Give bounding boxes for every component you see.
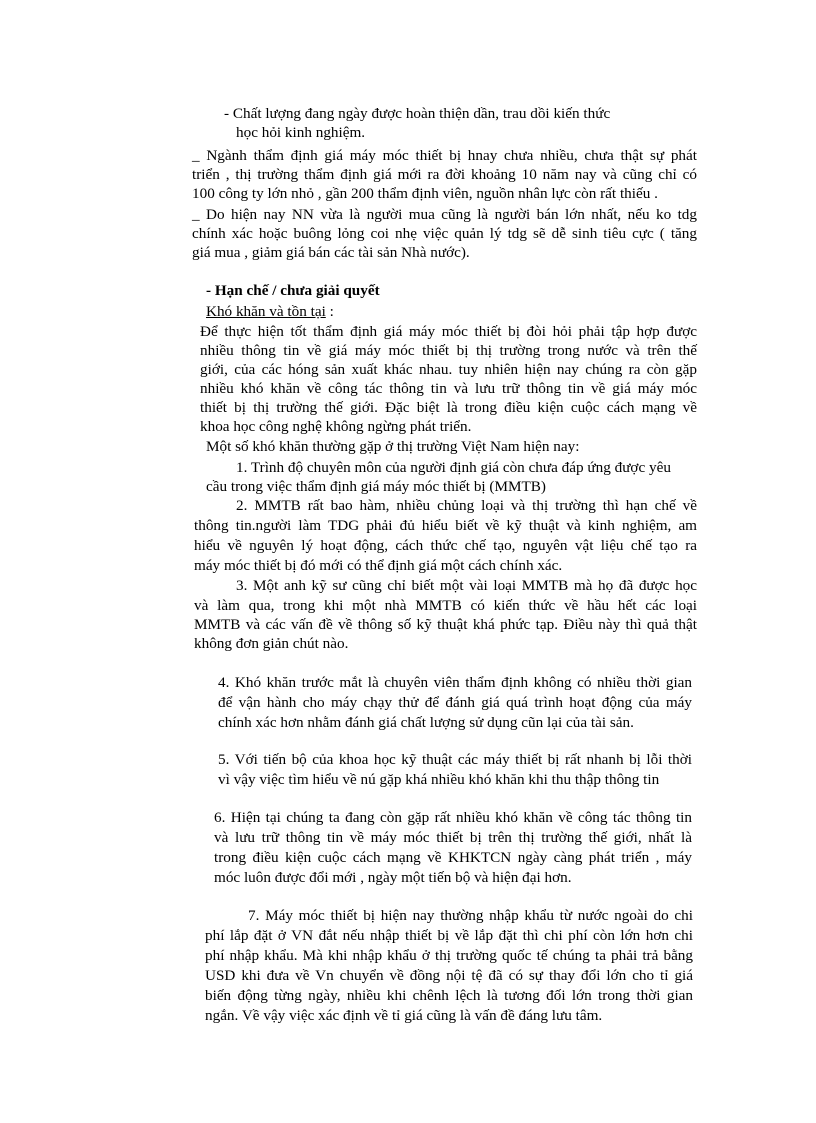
text-line: thiết bị thị trường thế giới. Đặc biệt là trong điều kiện cuộc cách mạng về — [200, 399, 697, 416]
list-item-2: 2. MMTB rất bao hàm, nhiều chủng loại và thị trường thì hạn chế về — [236, 497, 697, 514]
text-line: máy móc thiết bị đó mới có thể định giá một cách chính xác. — [194, 557, 563, 574]
text-line: thông tin.người làm TDG phải đủ hiểu biết về kỹ thuật và kinh nghiệm, am — [194, 517, 697, 534]
text-line: chính xác hoặc buông lỏng coi nhẹ việc quản lý tdg sẽ dễ sinh tiêu cực ( tăng — [192, 225, 697, 242]
text-line: phí nhập khẩu. Mà khi nhập khẩu ở thị trường quốc tế chúng ta phải trả bằng — [205, 947, 693, 964]
text-line: MMTB và các vấn đề về thông số kỹ thuật khá phức tạp. Điều này thì quả thật — [194, 616, 697, 633]
text-line: giá mua , giảm giá bán các tài sản Nhà nước). — [192, 244, 470, 261]
text-line: Để thực hiện tốt thẩm định giá máy móc thiết bị đòi hỏi phải tập hợp được — [200, 323, 697, 340]
text-line: móc luôn được đổi mới , ngày một tiến bộ và hiện đại hơn. — [214, 869, 572, 886]
text-line: USD khi đưa về Vn chuyển về đồng nội tệ đã có sự thay đổi lớn cho tỉ giá — [205, 967, 693, 984]
text-line: khoa học công nghệ không ngừng phát triển. — [200, 418, 472, 435]
text-line: nhiều khó khăn về công tác thông tin và lưu trữ thông tin về giá máy móc — [200, 380, 697, 397]
text-line: _ Ngành thẩm định giá máy móc thiết bị hnay chưa nhiều, chưa thật sự phát — [192, 147, 697, 164]
text-line: hiểu về nguyên lý hoạt động, cách thức chế tạo, nguyên vật liệu chế tạo ra — [194, 537, 697, 554]
text-line: và làm qua, trong khi một nhà MMTB có kiến thức về hầu hết các loại — [194, 597, 697, 614]
text-line: để vận hành cho máy chạy thử để đánh giá quá trình hoạt động của máy — [218, 694, 692, 711]
list-item-4: 4. Khó khăn trước mắt là chuyên viên thẩm định không có nhiều thời gian — [218, 674, 692, 691]
text-line: - Chất lượng đang ngày được hoàn thiện dần, trau dồi kiến thức — [224, 105, 611, 122]
text-line: học hỏi kinh nghiệm. — [236, 124, 366, 141]
text-line: cầu trong việc thẩm định giá máy móc thiết bị (MMTB) — [206, 478, 546, 495]
text-line: giới, của các hóng sản xuất khác nhau. tuy nhiên hiện nay chúng ra còn gặp — [200, 361, 697, 378]
text-line: 100 công ty lớn nhỏ , gần 200 thẩm định viên, nguồn nhân lực còn rất thiếu . — [192, 185, 658, 202]
text-line: biến động từng ngày, nhiều khi chênh lệch là tương đối lớn trong thời gian — [205, 987, 693, 1004]
list-item-7: 7. Máy móc thiết bị hiện nay thường nhập khẩu từ nước ngoài do chi — [248, 907, 693, 924]
text-line: ngắn. Về vậy việc xác định về tỉ giá cũng là vấn đề đáng lưu tâm. — [205, 1007, 603, 1024]
subheading: Khó khăn và tồn tại — [206, 303, 326, 320]
text-line: vì vậy việc tìm hiểu về nú gặp khá nhiều khó khăn khi thu thập thông tin — [218, 771, 660, 788]
subheading-colon: : — [325, 303, 334, 320]
text-line: và lưu trữ thông tin về máy móc thiết bị trên thị trường thế giới, nhất là — [214, 829, 692, 846]
subheading-line — [206, 302, 334, 322]
text-line: _ Do hiện nay NN vừa là người mua cũng là người bán lớn nhất, nếu ko tdg — [192, 206, 697, 223]
text-line: chính xác hơn nhằm đánh giá chất lượng sử dụng cũn lại của tài sản. — [218, 714, 634, 731]
text-line: không đơn giản chút nào. — [194, 635, 349, 652]
list-item-3: 3. Một anh kỹ sư cũng chỉ biết một vài loại MMTB mà họ đã được học — [236, 577, 697, 594]
list-item-6: 6. Hiện tại chúng ta đang còn gặp rất nhiều khó khăn về công tác thông tin — [214, 809, 692, 826]
text-line: nhiều thông tin về giá máy móc thiết bị thị trường trong nước và trên thế — [200, 342, 697, 359]
text-line: phí lắp đặt ở VN đắt nếu nhập thiết bị về lắp đặt thì chi phí còn lớn hơn chi — [205, 927, 693, 944]
list-item-1: 1. Trình độ chuyên môn của người định giá còn chưa đáp ứng được yêu — [236, 459, 671, 476]
list-item-5: 5. Với tiến bộ của khoa học kỹ thuật các máy thiết bị rất nhanh bị lỗi thời — [218, 751, 692, 768]
section-heading: - Hạn chế / chưa giải quyết — [206, 282, 380, 299]
text-line: triển , thị trường thẩm định giá mới ra đời khoảng 10 năm nay và cũng chỉ có — [192, 166, 697, 183]
text-line: trong điều kiện cuộc cách mạng về KHKTCN ngày càng phát triển , máy — [214, 849, 692, 866]
text-line: Một số khó khăn thường gặp ở thị trường Việt Nam hiện nay: — [206, 438, 580, 455]
